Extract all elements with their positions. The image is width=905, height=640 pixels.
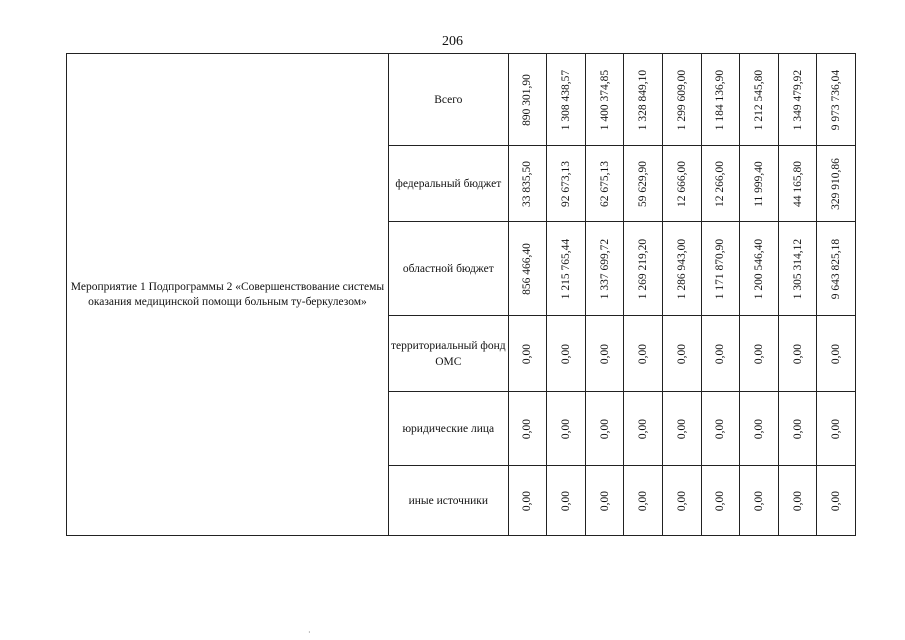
- value-cell: [663, 392, 702, 466]
- value-text: 0,00: [675, 490, 688, 511]
- value-cell: [817, 54, 856, 146]
- value-text: 329 910,86: [830, 157, 843, 210]
- value-text: 0,00: [752, 343, 765, 364]
- value-text: 1 286 943,00: [675, 238, 688, 299]
- value-text: 1 308 438,57: [560, 69, 573, 130]
- funding-source: федеральный бюджет: [388, 146, 508, 222]
- value-cell: [508, 316, 547, 392]
- value-text: 0,00: [560, 418, 573, 439]
- value-cell: [740, 146, 779, 222]
- value-text: 0,00: [752, 490, 765, 511]
- funding-source: иные источники: [388, 466, 508, 536]
- value-cell: [547, 392, 586, 466]
- value-cell: [778, 146, 817, 222]
- value-text: 1 337 699,72: [598, 238, 611, 299]
- value-cell: [547, 146, 586, 222]
- value-cell: [547, 316, 586, 392]
- funding-source: юридические лица: [388, 392, 508, 466]
- value-text: 0,00: [637, 343, 650, 364]
- value-cell: [663, 54, 702, 146]
- value-cell: [585, 316, 624, 392]
- value-text: 0,00: [598, 418, 611, 439]
- value-text: 0,00: [675, 343, 688, 364]
- value-text: 0,00: [560, 490, 573, 511]
- value-cell: [624, 466, 663, 536]
- value-cell: [624, 316, 663, 392]
- value-text: 0,00: [560, 343, 573, 364]
- value-cell: [508, 466, 547, 536]
- activity-name: Мероприятие 1 Подпрограммы 2 «Совершенствование системы оказания медицинской помощи больным ту-беркулезом»: [67, 54, 389, 536]
- value-text: 44 165,80: [791, 160, 804, 207]
- value-cell: [585, 146, 624, 222]
- value-cell: [585, 466, 624, 536]
- value-text: 1 212 545,80: [752, 69, 765, 130]
- footer-mark: ·: [308, 628, 311, 637]
- value-cell: [778, 316, 817, 392]
- value-text: 62 675,13: [598, 160, 611, 207]
- table-row: [67, 54, 856, 146]
- value-cell: [624, 54, 663, 146]
- value-cell: [778, 54, 817, 146]
- value-cell: [547, 466, 586, 536]
- page-number: 206: [442, 34, 463, 49]
- value-text: 0,00: [714, 343, 727, 364]
- value-text: 0,00: [637, 418, 650, 439]
- value-text: 33 835,50: [521, 160, 534, 207]
- value-text: 0,00: [598, 343, 611, 364]
- value-text: 0,00: [830, 418, 843, 439]
- value-cell: [508, 54, 547, 146]
- value-text: 0,00: [598, 490, 611, 511]
- value-text: 0,00: [791, 490, 804, 511]
- value-cell: [663, 466, 702, 536]
- value-cell: [508, 392, 547, 466]
- funding-source: Всего: [388, 54, 508, 146]
- value-text: 12 666,00: [675, 160, 688, 207]
- value-cell: [701, 54, 740, 146]
- value-cell: [663, 222, 702, 316]
- value-cell: [508, 146, 547, 222]
- value-cell: [740, 466, 779, 536]
- value-text: 1 349 479,92: [791, 69, 804, 130]
- value-cell: [547, 222, 586, 316]
- value-text: 0,00: [791, 343, 804, 364]
- value-cell: [778, 222, 817, 316]
- value-cell: [585, 392, 624, 466]
- value-text: 12 266,00: [714, 160, 727, 207]
- value-cell: [778, 392, 817, 466]
- funding-source: областной бюджет: [388, 222, 508, 316]
- value-text: 1 171 870,90: [714, 238, 727, 299]
- value-cell: [585, 54, 624, 146]
- value-text: 1 184 136,90: [714, 69, 727, 130]
- value-cell: [624, 222, 663, 316]
- value-text: 0,00: [637, 490, 650, 511]
- value-text: 1 215 765,44: [560, 238, 573, 299]
- value-cell: [624, 392, 663, 466]
- value-cell: [624, 146, 663, 222]
- value-text: 0,00: [521, 343, 534, 364]
- value-cell: [508, 222, 547, 316]
- value-text: 1 328 849,10: [637, 69, 650, 130]
- value-cell: [817, 316, 856, 392]
- value-cell: [663, 146, 702, 222]
- value-cell: [740, 222, 779, 316]
- value-text: 0,00: [675, 418, 688, 439]
- value-cell: [585, 222, 624, 316]
- value-text: 0,00: [521, 490, 534, 511]
- value-cell: [740, 392, 779, 466]
- value-cell: [740, 316, 779, 392]
- value-cell: [663, 316, 702, 392]
- funding-table: [66, 53, 856, 536]
- value-cell: [817, 222, 856, 316]
- value-text: 11 999,40: [752, 160, 765, 207]
- value-cell: [547, 54, 586, 146]
- value-text: 1 200 546,40: [752, 238, 765, 299]
- value-text: 0,00: [714, 418, 727, 439]
- value-text: 856 466,40: [521, 242, 534, 295]
- value-text: 9 643 825,18: [830, 238, 843, 299]
- value-text: 0,00: [752, 418, 765, 439]
- value-text: 59 629,90: [637, 160, 650, 207]
- value-text: 0,00: [830, 490, 843, 511]
- funding-source: территориальный фонд ОМС: [388, 316, 508, 392]
- value-text: 9 973 736,04: [830, 69, 843, 130]
- value-cell: [701, 316, 740, 392]
- value-text: 890 301,90: [521, 73, 534, 126]
- value-cell: [701, 146, 740, 222]
- value-text: 1 400 374,85: [598, 69, 611, 130]
- value-text: 1 269 219,20: [637, 238, 650, 299]
- value-text: 0,00: [791, 418, 804, 439]
- value-cell: [817, 146, 856, 222]
- value-cell: [778, 466, 817, 536]
- value-text: 0,00: [521, 418, 534, 439]
- value-text: 92 673,13: [560, 160, 573, 207]
- value-cell: [701, 392, 740, 466]
- value-cell: [701, 466, 740, 536]
- value-text: 0,00: [714, 490, 727, 511]
- value-text: 0,00: [830, 343, 843, 364]
- value-cell: [817, 466, 856, 536]
- value-cell: [740, 54, 779, 146]
- value-cell: [701, 222, 740, 316]
- value-text: 1 299 609,00: [675, 69, 688, 130]
- value-text: 1 305 314,12: [791, 238, 804, 299]
- value-cell: [817, 392, 856, 466]
